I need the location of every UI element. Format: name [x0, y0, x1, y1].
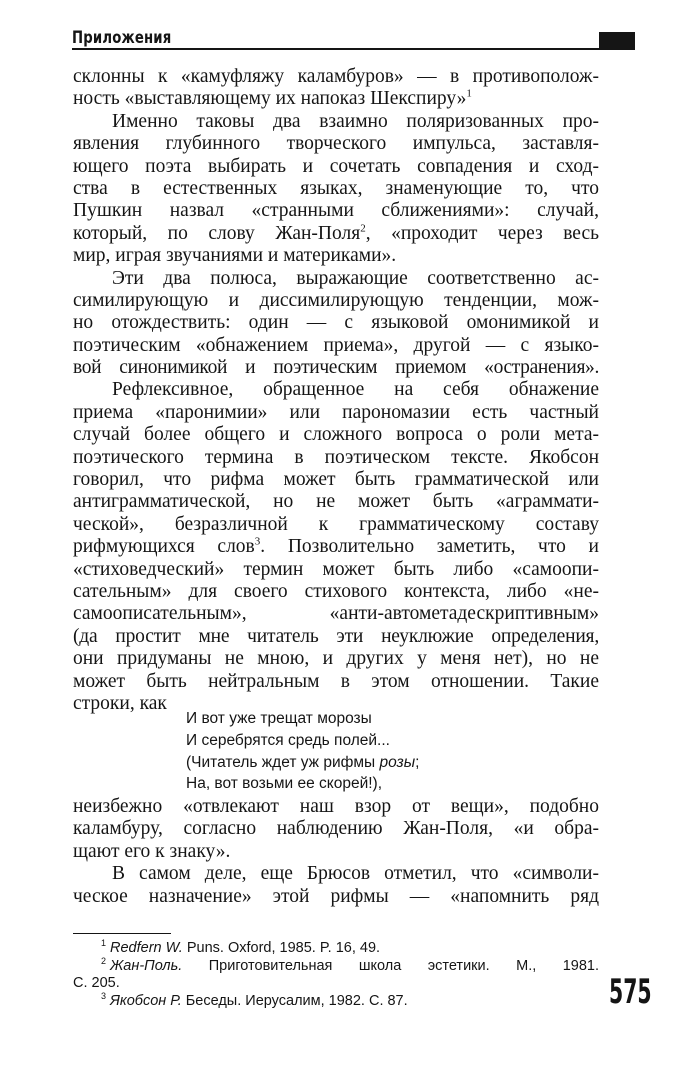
text-line: ческое назначение» этой рифмы — «напомнить ряд: [73, 885, 599, 907]
text-line: но отождествить: один — с языковой омонимикой и: [73, 312, 599, 334]
page-number: 575: [609, 972, 652, 1012]
text-line: явления глубинного творческого импульса, заставля-: [73, 133, 599, 155]
text-line: симилирующую и диссимилирующую тенденции, мож-: [73, 289, 599, 311]
text-line: ность «выставляющему их напоказ Шекспиру»$^1$: [73, 87, 472, 110]
section-title: Приложения: [72, 28, 172, 48]
header-rule: [72, 48, 635, 50]
text-line: Рефлексивное, обращенное на себя обнажение: [112, 379, 599, 401]
text-line: ющего поэта выбирать и сочетать совпадения и сход-: [73, 155, 599, 177]
text-line: ческой», безразличной к грамматическому составу: [73, 513, 599, 535]
text-line: «стиховедческий» термин может быть либо «самоопи-: [73, 558, 599, 580]
text-line: вой синонимикой и поэтическим приемом «остранения».: [73, 357, 599, 379]
text-line: они придуманы не мною, и других у меня нет), но не: [73, 648, 599, 670]
footnote: $^2$ Жан-Поль. Приготовительная школа эстетики. М., 1981.: [101, 955, 599, 974]
poem-line: (Читатель ждет уж рифмы розы;: [186, 753, 420, 771]
main-text-bottom: [73, 796, 599, 908]
text-line: ства в естественных языках, знаменующие то, что: [73, 177, 599, 199]
text-line: антиграмматической, но не может быть «аграммати-: [73, 491, 599, 513]
text-line: Эти два полюса, выражающие соответственно ас-: [112, 267, 599, 289]
footnote-cont: С. 205.: [73, 975, 120, 991]
main-text-top: [73, 66, 599, 715]
text-line: Пушкин назвал «странными сближениями»: случай,: [73, 200, 599, 222]
text-line: строки, как: [73, 692, 167, 714]
text-line: сательным» для своего стихового контекста, либо «не-: [73, 580, 599, 602]
text-line: каламбуру, согласно наблюдению Жан-Поля, «и обра-: [73, 818, 599, 840]
text-line: (да простит мне читатель эти неуклюжие определения,: [73, 625, 599, 647]
text-line: поэтическим «обнажением приема», другой — с языко-: [73, 334, 599, 356]
header-block: [599, 32, 635, 50]
text-line: рифмующихся слов$^3$. Позволительно заметить, что и: [73, 535, 599, 558]
text-line: склонны к «камуфляжу каламбуров» — в противополож-: [73, 66, 599, 87]
text-line: неизбежно «отвлекают наш взор от вещи», подобно: [73, 796, 599, 817]
footnote-ref: 1: [466, 87, 472, 100]
text-line: Именно таковы два взаимно поляризованных про-: [112, 110, 599, 132]
footnote-rule: [73, 933, 171, 934]
footnote: $^1$ Redfern W. Puns. Oxford, 1985. P. 16, 49.: [101, 938, 381, 956]
text-line: В самом деле, еще Брюсов отметил, что «символи-: [112, 863, 599, 885]
text-line: который, по слову Жан-Поля$^2$, «проходит через весь: [73, 222, 599, 244]
poem-quote: [186, 708, 419, 795]
footnote: $^3$ Якобсон Р. Беседы. Иерусалим, 1982. С. 87.: [101, 990, 408, 1009]
text-line: может быть нейтральным в этом отношении. Такие: [73, 670, 599, 692]
text-line: самоописательным», «анти-автометадескриптивным»: [73, 603, 599, 625]
text-line: говорил, что рифма может быть грамматической или: [73, 469, 599, 491]
poem-line: На, вот возьми ее скорей!),: [186, 775, 383, 793]
footnotes: [73, 940, 599, 1010]
poem-line: И вот уже трещат морозы: [186, 710, 372, 727]
footnote-ref: 2: [360, 222, 366, 235]
text-line: мир, играя звучаниями и материками».: [73, 245, 397, 267]
text-line: случай более общего и сложного вопроса о роли мета-: [73, 424, 599, 446]
text-line: щают его к знаку».: [73, 840, 231, 862]
text-line: приема «паронимии» или парономазии есть частный: [73, 401, 599, 423]
footnote-ref: 3: [254, 535, 261, 548]
poem-line: И серебрятся средь полей...: [186, 731, 390, 749]
text-line: поэтического термина в поэтическом тексте. Якобсон: [73, 446, 599, 468]
running-header: [72, 28, 635, 50]
